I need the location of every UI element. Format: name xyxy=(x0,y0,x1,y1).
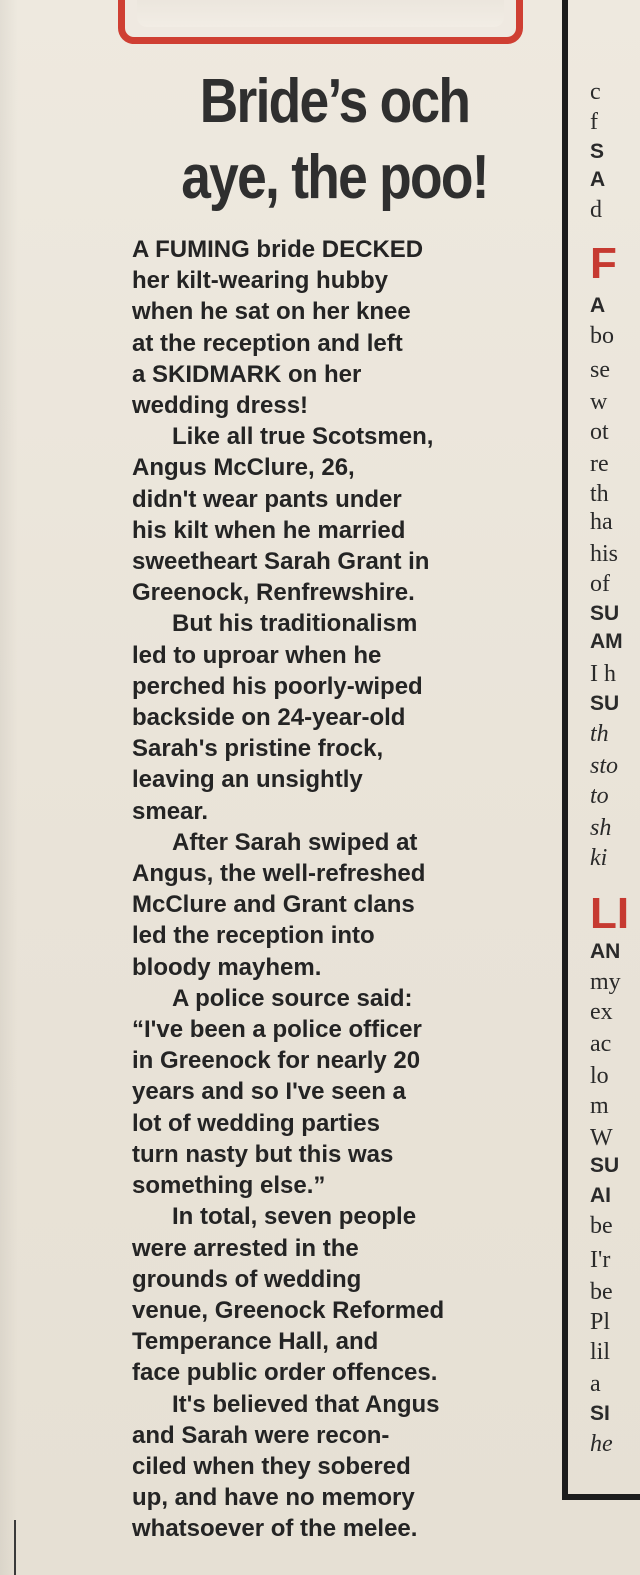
adjacent-fragment: ac xyxy=(590,1031,612,1057)
adjacent-fragment: ot xyxy=(590,419,609,445)
body-line: were arrested in the xyxy=(132,1234,359,1262)
body-line: In total, seven people xyxy=(172,1203,417,1231)
body-line: But his traditionalism xyxy=(172,610,418,638)
body-line: After Sarah swiped at xyxy=(172,828,418,856)
body-line: whatsoever of the melee. xyxy=(132,1515,418,1543)
adjacent-fragment: re xyxy=(590,451,609,477)
adjacent-fragment: sh xyxy=(590,815,612,841)
adjacent-fragment: lil xyxy=(590,1339,611,1365)
adjacent-fragment: lo xyxy=(590,1063,609,1089)
adjacent-fragment: W xyxy=(590,1125,613,1151)
adjacent-fragment: f xyxy=(590,109,598,135)
adjacent-fragment: AM xyxy=(590,630,623,653)
body-line: Angus, the well-refreshed xyxy=(132,860,426,888)
adjacent-fragment: w xyxy=(590,389,608,415)
adjacent-fragment: A xyxy=(590,294,606,317)
adjacent-fragment: m xyxy=(590,1093,609,1119)
body-line: face public order offences. xyxy=(132,1359,438,1387)
adjacent-fragment: my xyxy=(590,969,621,995)
body-line: It's believed that Angus xyxy=(172,1390,440,1418)
adjacent-fragment: c xyxy=(590,79,601,105)
body-line: leaving an unsightly xyxy=(132,766,363,794)
body-line: perched his poorly-wiped xyxy=(132,672,423,700)
body-line: McClure and Grant clans xyxy=(132,891,415,919)
body-line: when he sat on her knee xyxy=(132,298,411,326)
body-line: bloody mayhem. xyxy=(132,953,322,981)
red-header-box-inner xyxy=(137,0,504,27)
body-line: something else.” xyxy=(132,1172,326,1200)
body-line: venue, Greenock Reformed xyxy=(132,1296,445,1324)
body-line: Greenock, Renfrewshire. xyxy=(132,579,415,607)
body-line: wedding dress! xyxy=(132,392,309,420)
adjacent-fragment: be xyxy=(590,1213,613,1239)
body-line: Temperance Hall, and xyxy=(132,1328,379,1356)
headline-line-2: aye, the poo! xyxy=(181,143,488,212)
body-line: smear. xyxy=(132,797,209,825)
adjacent-fragment: Pl xyxy=(590,1309,611,1335)
headline-line-1: Bride’s och xyxy=(199,67,470,136)
adjacent-fragment: his xyxy=(590,541,619,567)
body-line: in Greenock for nearly 20 xyxy=(132,1047,421,1075)
adjacent-fragment: F xyxy=(590,239,617,288)
body-line: didn't wear pants under xyxy=(132,485,402,513)
adjacent-fragment: th xyxy=(590,721,609,747)
adjacent-fragment: AN xyxy=(590,940,621,963)
article-body xyxy=(132,234,527,1545)
body-line: and Sarah were recon- xyxy=(132,1421,390,1449)
body-line: A FUMING bride DECKED xyxy=(132,236,424,263)
adjacent-fragment: to xyxy=(590,783,609,809)
body-line: Angus McClure, 26, xyxy=(132,454,355,482)
body-line: led the reception into xyxy=(132,922,375,950)
adjacent-fragment: ki xyxy=(590,845,608,871)
adjacent-fragment: LI xyxy=(590,889,630,938)
adjacent-fragment: be xyxy=(590,1279,613,1305)
body-line: backside on 24-year-old xyxy=(132,704,406,732)
body-line: “I've been a police officer xyxy=(132,1016,422,1044)
adjacent-fragment: AI xyxy=(590,1184,611,1207)
body-line: turn nasty but this was xyxy=(132,1140,394,1168)
left-edge-line xyxy=(14,1520,16,1575)
adjacent-fragment: SU xyxy=(590,602,620,625)
red-header-box xyxy=(118,0,523,44)
adjacent-fragment: se xyxy=(590,357,610,383)
adjacent-fragment: SI xyxy=(590,1402,610,1425)
body-line: Like all true Scotsmen, xyxy=(172,423,434,451)
body-line: ciled when they sobered xyxy=(132,1452,411,1480)
body-line: grounds of wedding xyxy=(132,1265,362,1293)
adjacent-fragment: d xyxy=(590,197,602,223)
body-line: led to uproar when he xyxy=(132,641,382,669)
adjacent-fragment: th xyxy=(590,481,609,507)
body-line: Sarah's pristine frock, xyxy=(132,735,384,763)
adjacent-fragment: sto xyxy=(590,753,619,779)
body-line: at the reception and left xyxy=(132,329,403,357)
adjacent-fragment: A xyxy=(590,168,606,191)
adjacent-fragment: ex xyxy=(590,999,613,1025)
body-line: up, and have no memory xyxy=(132,1484,415,1512)
adjacent-fragment: bo xyxy=(590,323,614,349)
body-line: A police source said: xyxy=(172,984,413,1012)
body-line: a SKIDMARK on her xyxy=(132,360,362,388)
adjacent-fragment: a xyxy=(590,1371,601,1397)
headline xyxy=(160,64,508,216)
adjacent-fragment: he xyxy=(590,1431,613,1457)
body-line: years and so I've seen a xyxy=(132,1078,406,1106)
adjacent-fragment: SU xyxy=(590,1154,620,1177)
adjacent-fragment: SU xyxy=(590,692,620,715)
article xyxy=(132,64,537,1545)
body-line: sweetheart Sarah Grant in xyxy=(132,548,430,576)
adjacent-fragment: S xyxy=(590,140,605,163)
adjacent-fragment: I h xyxy=(590,661,616,687)
body-line: lot of wedding parties xyxy=(132,1109,381,1137)
adjacent-fragment: I'r xyxy=(590,1247,611,1273)
column-rule-foot xyxy=(562,1494,640,1500)
adjacent-fragment: of xyxy=(590,571,610,597)
body-line: her kilt-wearing hubby xyxy=(132,267,389,295)
adjacent-fragment: ha xyxy=(590,509,613,535)
column-rule xyxy=(562,0,568,1500)
body-line: his kilt when he married xyxy=(132,516,406,544)
